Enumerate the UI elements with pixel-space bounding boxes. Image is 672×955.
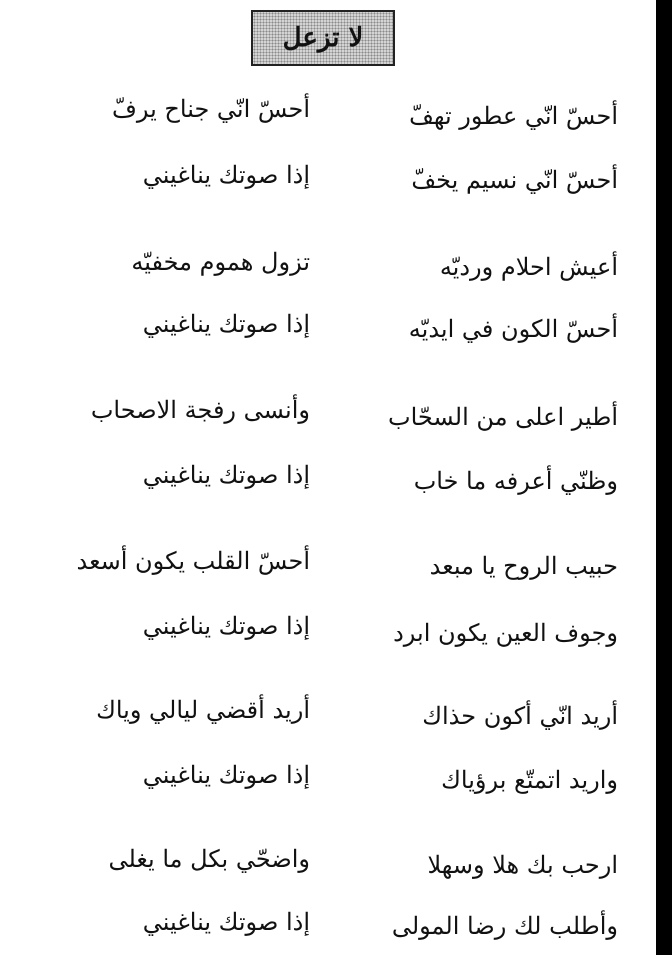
- verse-right: واريد اتمتّع برؤياك: [441, 766, 618, 794]
- verse-right: أحسّ انّي عطور تهفّ: [409, 102, 618, 130]
- verse-left-refrain: إذا صوتك يناغيني: [142, 461, 310, 489]
- scan-edge-border: [656, 0, 672, 955]
- verse-right: أحسّ الكون في ايديّه: [408, 315, 618, 343]
- verse-left: أحسّ القلب يكون أسعد: [76, 547, 310, 575]
- verse-right: ارحب بك هلا وسهلا: [427, 851, 618, 879]
- verse-left: تزول هموم مخفيّه: [131, 248, 310, 276]
- verse-right: أحسّ انّي نسيم يخفّ: [411, 166, 618, 194]
- verse-left: أريد أقضي ليالي وياك: [96, 696, 310, 724]
- verse-right: أعيش احلام ورديّه: [439, 253, 618, 281]
- verse-left-refrain: إذا صوتك يناغيني: [142, 761, 310, 789]
- verse-left: وأنسى رفجة الاصحاب: [90, 396, 310, 424]
- verse-left-refrain: إذا صوتك يناغيني: [142, 161, 310, 189]
- verse-left-refrain: إذا صوتك يناغيني: [142, 612, 310, 640]
- verse-right: حبيب الروح يا مبعد: [429, 552, 618, 580]
- verse-left: أحسّ انّي جناح يرفّ: [111, 95, 310, 123]
- verse-right: وظنّي أعرفه ما خاب: [413, 467, 618, 495]
- verse-left-refrain: إذا صوتك يناغيني: [142, 908, 310, 936]
- verse-right: أطير اعلى من السحّاب: [388, 403, 618, 431]
- verse-right: وجوف العين يكون ابرد: [393, 619, 618, 647]
- poem-title: لا تزعل: [282, 23, 364, 53]
- verse-left: واضحّي بكل ما يغلى: [108, 845, 310, 873]
- verse-left-refrain: إذا صوتك يناغيني: [142, 310, 310, 338]
- verse-right: وأطلب لك رضا المولى: [391, 912, 618, 940]
- verse-right: أريد انّي أكون حذاك: [422, 702, 618, 730]
- title-box: [251, 10, 395, 66]
